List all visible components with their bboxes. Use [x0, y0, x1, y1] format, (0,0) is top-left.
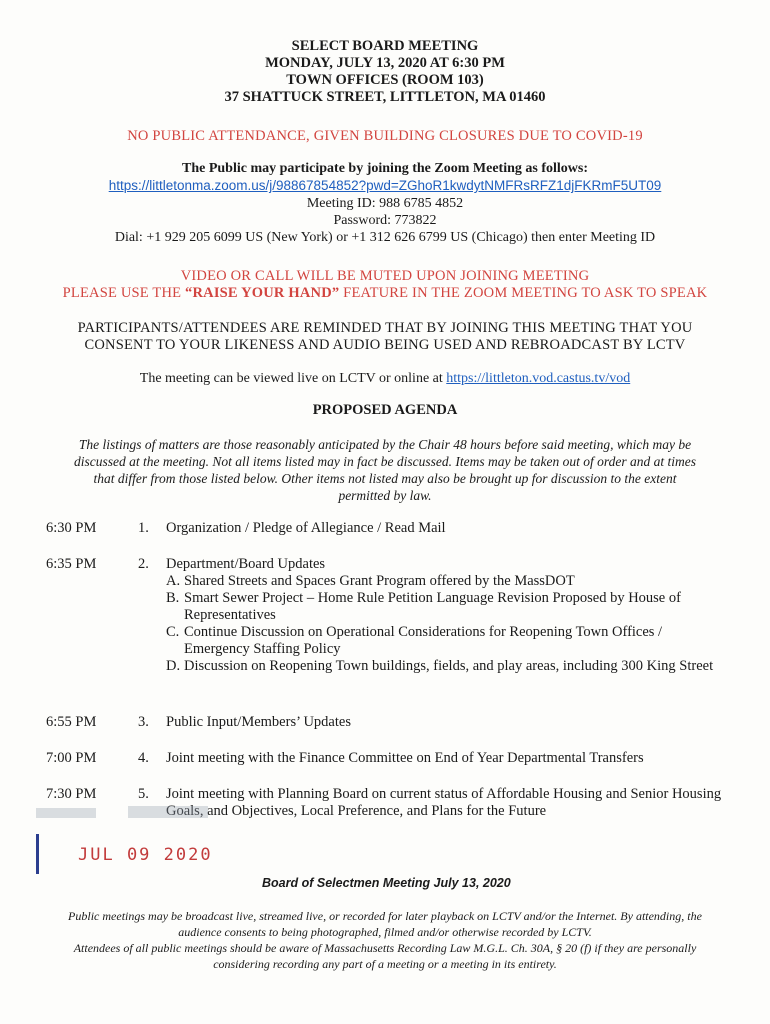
raise-hand-line: PLEASE USE THE “RAISE YOUR HAND” FEATURE IN THE ZOOM MEETING TO ASK TO SPEAK	[62, 285, 708, 301]
vod-link[interactable]: https://littleton.vod.castus.tv/vod	[446, 371, 631, 386]
footer-line: Public meetings may be broadcast live, streamed live, or recorded for later playback on LCTV and/or the Internet. By attending, the	[68, 909, 702, 923]
item-number: 1.	[138, 520, 149, 536]
header-address: 37 SHATTUCK STREET, LITTLETON, MA 01460	[224, 89, 546, 105]
item-time: 6:55 PM	[46, 714, 97, 730]
footer-line: Attendees of all public meetings should be aware of Massachusetts Recording Law M.G.L. Ch. 30A, § 20 (f) if they are personally	[73, 941, 697, 955]
view-text: The meeting can be viewed live on LCTV or online at	[139, 371, 447, 386]
zoom-intro: The Public may participate by joining the Zoom Meeting as follows:	[182, 161, 588, 176]
disclaimer-line: permitted by law.	[338, 488, 432, 503]
consent-line-1: PARTICIPANTS/ATTENDEES ARE REMINDED THAT BY JOINING THIS MEETING THAT YOU	[77, 320, 693, 336]
zoom-password: Password: 773822	[333, 213, 437, 228]
item-number: 4.	[138, 750, 149, 766]
sub-item-c: C. Continue Discussion on Operational Considerations for Reopening Town Offices / Emergency Staffing Policy	[166, 624, 663, 657]
mute-notice	[40, 268, 730, 302]
zoom-meeting-id: Meeting ID: 988 6785 4852	[306, 196, 464, 211]
mute-line: VIDEO OR CALL WILL BE MUTED UPON JOINING MEETING	[180, 268, 590, 284]
item-text: Organization / Pledge of Allegiance / Read Mail	[166, 520, 446, 536]
item-time: 7:00 PM	[46, 750, 97, 766]
item-text: Public Input/Members’ Updates	[166, 714, 351, 730]
zoom-dial: Dial: +1 929 205 6099 US (New York) or +1 312 626 6799 US (Chicago) then enter Meeting ID	[114, 230, 656, 245]
covid-notice: NO PUBLIC ATTENDANCE, GIVEN BUILDING CLOSURES DUE TO COVID-19	[127, 128, 643, 144]
footer-line: audience consents to being photographed, filmed and/or otherwise recorded by LCTV.	[178, 925, 592, 939]
footer-line: considering recording any part of a meeting or a meeting in its entirety.	[213, 957, 557, 971]
received-date-stamp: JUL 09 2020	[78, 845, 213, 865]
header-location: TOWN OFFICES (ROOM 103)	[286, 72, 484, 88]
item-text: Joint meeting with the Finance Committee on End of Year Departmental Transfers	[166, 750, 644, 766]
item-time: 6:30 PM	[46, 520, 97, 536]
disclaimer-line: that differ from those listed below. Other items not listed may also be brought up for discussion to the extent	[93, 471, 677, 486]
item-text: Joint meeting with Planning Board on current status of Affordable Housing and Senior Housing Goals, and Objectives, Local Preference, and Plans for the Future	[166, 786, 722, 819]
zoom-link[interactable]: https://littletonma.zoom.us/j/98867854852?pwd=ZGhoR1kwdytNMFRsRFZ1djFKRmF5UT09	[108, 178, 662, 193]
item-time: 7:30 PM	[46, 786, 97, 802]
disclaimer-line: The listings of matters are those reasonably anticipated by the Chair 48 hours before said meeting, which may be	[78, 437, 692, 452]
item-body	[166, 556, 726, 675]
meeting-header	[40, 38, 730, 106]
disclaimer-line: discussed at the meeting. Not all items listed may in fact be discussed. Items may be taken out of order and at times	[74, 454, 696, 469]
item-number: 3.	[138, 714, 149, 730]
consent-notice	[40, 320, 730, 354]
disclaimer	[40, 436, 730, 504]
sub-item-b: B. Smart Sewer Project – Home Rule Petition Language Revision Proposed by House of Representatives	[166, 590, 681, 623]
agenda-title: PROPOSED AGENDA	[312, 402, 458, 418]
consent-line-2: CONSENT TO YOUR LIKENESS AND AUDIO BEING USED AND REBROADCAST BY LCTV	[84, 337, 686, 353]
header-title: SELECT BOARD MEETING	[291, 38, 479, 54]
footer-notice	[40, 908, 730, 972]
item-number: 2.	[138, 556, 149, 572]
header-date: MONDAY, JULY 13, 2020 AT 6:30 PM	[265, 55, 505, 71]
item-number: 5.	[138, 786, 149, 802]
zoom-info	[40, 160, 730, 246]
footer-title: Board of Selectmen Meeting July 13, 2020	[262, 876, 511, 890]
sub-item-d: D. Discussion on Reopening Town buildings, fields, and play areas, including 300 King Street	[166, 658, 714, 674]
view-online	[40, 370, 730, 387]
sub-item-a: A. Shared Streets and Spaces Grant Program offered by the MassDOT	[166, 573, 575, 589]
stamp-bar	[36, 834, 39, 874]
item-text: Department/Board Updates	[166, 556, 326, 572]
scan-smudge	[128, 806, 208, 818]
item-time: 6:35 PM	[46, 556, 97, 572]
scan-smudge	[36, 808, 96, 818]
